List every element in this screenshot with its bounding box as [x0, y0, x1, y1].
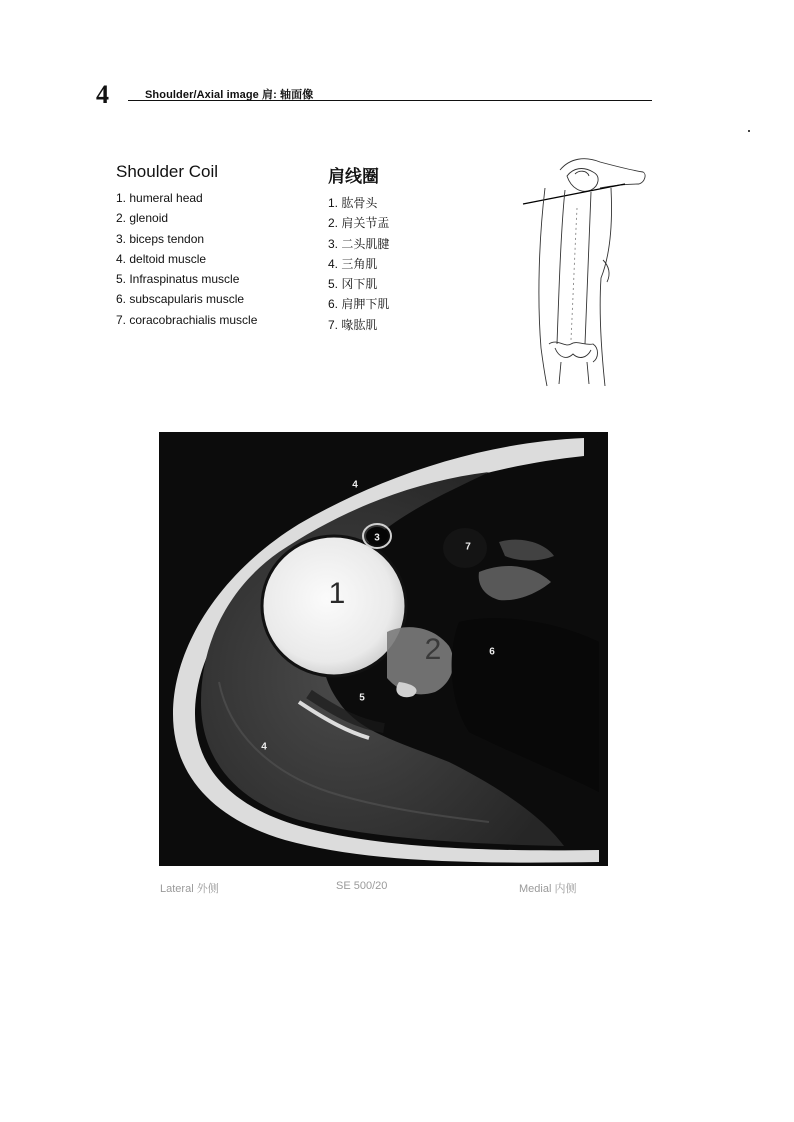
mri-label-coracobrachialis: 7: [465, 541, 471, 553]
legend-item: 1. humeral head: [116, 191, 203, 205]
legend-item: 3. 二头肌腱: [328, 236, 390, 251]
legend-item: 4. 三角肌: [328, 256, 378, 271]
legend-item: 2. 肩关节盂: [328, 216, 390, 231]
mri-label-subscapularis: 6: [489, 646, 495, 658]
legend-item: 7. coracobrachialis muscle: [116, 312, 258, 327]
mri-label-deltoid-lower: 4: [261, 741, 267, 753]
mri-label-glenoid: 2: [424, 633, 442, 666]
caption-sequence: SE 500/20: [336, 880, 388, 892]
legend-item: 1. 肱骨头: [328, 196, 378, 210]
legend-item: 5. 冈下肌: [328, 277, 378, 292]
legend-item: 7. 喙肱肌: [328, 317, 378, 332]
legend-english: [116, 162, 306, 330]
legend-chinese-list: [328, 193, 448, 335]
page-header-title: Shoulder/Axial image 肩: 轴面像: [145, 89, 314, 101]
mri-axial-image: [159, 432, 608, 866]
mri-label-infraspinatus: 5: [359, 692, 365, 704]
legend-item: 3. biceps tendon: [116, 231, 205, 246]
legend-item: 6. 肩胛下肌: [328, 297, 390, 312]
legend-item: 4. deltoid muscle: [116, 251, 207, 266]
legend-chinese: [328, 162, 448, 335]
legend-chinese-title: 肩线圈: [328, 167, 379, 186]
mri-label-biceps-tendon: 3: [374, 532, 380, 544]
legend-item: 5. Infraspinatus muscle: [116, 272, 240, 287]
caption-lateral: Lateral 外侧: [160, 883, 219, 895]
mri-label-deltoid-upper: 4: [352, 479, 358, 491]
header-rule: [128, 100, 652, 101]
legend-item: 2. glenoid: [116, 211, 169, 226]
legend-english-list: [116, 188, 306, 330]
caption-medial: Medial 内侧: [519, 883, 577, 895]
legend-item: 6. subscapularis muscle: [116, 292, 245, 307]
print-speck: [748, 130, 750, 132]
legend-english-title: Shoulder Coil: [116, 162, 219, 181]
arm-localizer-illustration: [515, 148, 655, 388]
page-number: 4: [96, 80, 109, 109]
mri-label-humeral-head: 1: [328, 577, 346, 610]
